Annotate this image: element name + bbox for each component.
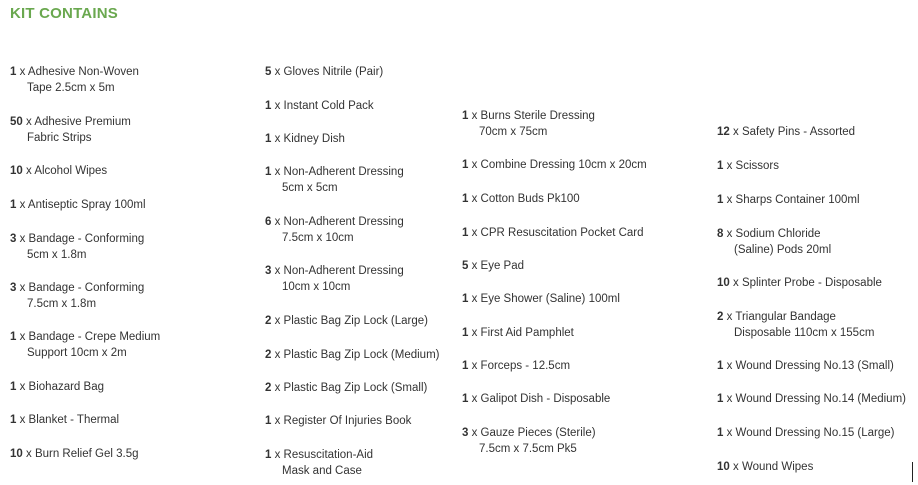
kit-item-quantity: 2 <box>265 315 272 327</box>
kit-item <box>462 291 620 307</box>
kit-item-quantity: 1 <box>265 133 272 145</box>
kit-item-quantity: 5 <box>265 66 272 78</box>
kit-item-quantity: 10 <box>717 461 730 473</box>
kit-item-line: 5 x Gloves Nitrile (Pair) <box>265 66 384 78</box>
kit-item-line: 2 x Plastic Bag Zip Lock (Medium) <box>265 349 440 361</box>
kit-item-line: 1 x First Aid Pamphlet <box>462 327 574 339</box>
kit-item-detail: 7.5cm x 10cm <box>282 232 354 244</box>
kit-item-quantity: 1 <box>265 449 272 461</box>
kit-item <box>10 163 107 179</box>
kit-item-line: 1 x Cotton Buds Pk100 <box>462 193 580 205</box>
kit-item <box>717 124 855 140</box>
kit-item-quantity: 1 <box>265 100 272 112</box>
kit-item <box>265 64 383 80</box>
kit-item-quantity: 1 <box>717 360 724 372</box>
kit-item <box>265 131 345 147</box>
kit-item <box>462 325 574 341</box>
kit-item <box>717 192 860 208</box>
kit-item-name: Bandage - Crepe Medium <box>28 331 161 343</box>
kit-item-name: Non-Adherent Dressing <box>283 265 404 277</box>
kit-item-detail: Tape 2.5cm x 5m <box>27 82 115 94</box>
kit-item-name: Adhesive Non-Woven <box>27 66 139 78</box>
kit-item-line: 1 x Register Of Injuries Book <box>265 415 412 427</box>
kit-item-line: 1 x CPR Resuscitation Pocket Card <box>462 227 644 239</box>
kit-item-line: 1 x Adhesive Non-Woven <box>10 66 139 78</box>
kit-item-quantity: 2 <box>265 382 272 394</box>
kit-item-quantity: 1 <box>462 360 469 372</box>
kit-item-quantity: 1 <box>462 227 469 239</box>
kit-item-quantity: 1 <box>462 393 469 405</box>
kit-item-name: Burn Relief Gel 3.5g <box>34 448 139 460</box>
kit-item <box>717 425 895 441</box>
kit-item-detail: Fabric Strips <box>27 132 92 144</box>
kit-item-line: 1 x Non-Adherent Dressing <box>265 166 404 178</box>
kit-item-detail: 7.5cm x 1.8m <box>27 298 97 310</box>
kit-item-line: 1 x Resuscitation-Aid <box>265 449 374 461</box>
kit-item <box>265 347 440 363</box>
kit-contains-heading: KIT CONTAINS <box>10 5 118 22</box>
kit-item-quantity: 1 <box>265 415 272 427</box>
kit-item-quantity: 6 <box>265 216 272 228</box>
kit-item-name: Non-Adherent Dressing <box>283 166 404 178</box>
kit-item-detail: Disposable 110cm x 155cm <box>734 327 875 339</box>
kit-item-quantity: 3 <box>10 233 17 245</box>
kit-item <box>462 157 647 173</box>
kit-item-name: Sodium Chloride <box>735 228 821 240</box>
kit-item <box>10 329 160 361</box>
kit-item-line: 50 x Adhesive Premium <box>10 116 131 128</box>
kit-item <box>462 391 610 407</box>
kit-item-detail: 7.5cm x 7.5cm Pk5 <box>479 443 577 455</box>
kit-item <box>462 425 596 457</box>
kit-item-quantity: 10 <box>10 448 23 460</box>
kit-item-quantity: 3 <box>265 265 272 277</box>
kit-item-quantity: 1 <box>10 381 17 393</box>
kit-item-quantity: 1 <box>265 166 272 178</box>
kit-item-name: CPR Resuscitation Pocket Card <box>480 227 644 239</box>
kit-item-name: Alcohol Wipes <box>34 165 108 177</box>
kit-item <box>717 226 831 258</box>
kit-item-quantity: 1 <box>462 193 469 205</box>
kit-item-detail: 5cm x 1.8m <box>27 249 87 261</box>
kit-item-line: 2 x Plastic Bag Zip Lock (Small) <box>265 382 428 394</box>
kit-item <box>10 197 146 213</box>
kit-item-name: Forceps - 12.5cm <box>480 360 571 372</box>
kit-item-line: 5 x Eye Pad <box>462 260 525 272</box>
kit-item-line: 3 x Bandage - Conforming <box>10 282 145 294</box>
kit-item <box>717 309 874 341</box>
kit-item-name: Wound Dressing No.13 (Small) <box>735 360 894 372</box>
kit-item-name: Non-Adherent Dressing <box>283 216 404 228</box>
kit-item-name: Gauze Pieces (Sterile) <box>480 427 596 439</box>
kit-item-line: 1 x Blanket - Thermal <box>10 414 120 426</box>
kit-item-line: 1 x Scissors <box>717 160 779 172</box>
kit-item-name: Bandage - Conforming <box>28 233 145 245</box>
kit-item <box>10 231 144 263</box>
kit-item-line: 1 x Burns Sterile Dressing <box>462 110 595 122</box>
kit-item <box>717 358 894 374</box>
kit-item-line: 1 x Bandage - Crepe Medium <box>10 331 161 343</box>
kit-item-quantity: 1 <box>462 293 469 305</box>
kit-item <box>462 225 644 241</box>
kit-item-quantity: 50 <box>10 116 23 128</box>
kit-item-line: 10 x Burn Relief Gel 3.5g <box>10 448 139 460</box>
kit-item-line: 1 x Biohazard Bag <box>10 381 104 393</box>
kit-item-quantity: 2 <box>717 311 724 323</box>
kit-item-name: Register Of Injuries Book <box>283 415 412 427</box>
kit-item <box>717 459 813 475</box>
kit-item-detail: Support 10cm x 2m <box>27 347 127 359</box>
kit-item-line: 1 x Forceps - 12.5cm <box>462 360 571 372</box>
kit-item <box>265 98 374 114</box>
kit-item-line: 1 x Antiseptic Spray 100ml <box>10 199 146 211</box>
kit-item-name: Scissors <box>735 160 779 172</box>
kit-item-detail: (Saline) Pods 20ml <box>734 244 832 256</box>
kit-item <box>462 258 524 274</box>
kit-item-line: 1 x Kidney Dish <box>265 133 345 145</box>
kit-item <box>10 379 104 395</box>
kit-item-name: First Aid Pamphlet <box>480 327 574 339</box>
kit-item-quantity: 1 <box>462 159 469 171</box>
kit-item-quantity: 1 <box>717 160 724 172</box>
kit-item-name: Gloves Nitrile (Pair) <box>283 66 384 78</box>
kit-item-detail: 70cm x 75cm <box>479 126 548 138</box>
kit-item <box>717 275 882 291</box>
kit-item-detail: Mask and Case <box>282 465 362 477</box>
kit-item-name: Splinter Probe - Disposable <box>741 277 882 289</box>
kit-item-name: Eye Shower (Saline) 100ml <box>480 293 620 305</box>
kit-item <box>10 64 139 96</box>
kit-item <box>462 108 595 140</box>
kit-item-line: 3 x Bandage - Conforming <box>10 233 145 245</box>
kit-item-line: 1 x Galipot Dish - Disposable <box>462 393 611 405</box>
kit-item-line: 10 x Alcohol Wipes <box>10 165 108 177</box>
kit-item-name: Cotton Buds Pk100 <box>480 193 580 205</box>
kit-item-quantity: 1 <box>462 110 469 122</box>
kit-item-quantity: 5 <box>462 260 469 272</box>
kit-item-quantity: 1 <box>717 393 724 405</box>
kit-item-quantity: 8 <box>717 228 724 240</box>
kit-item-name: Plastic Bag Zip Lock (Medium) <box>283 349 440 361</box>
kit-item-quantity: 1 <box>462 327 469 339</box>
kit-item-line: 1 x Eye Shower (Saline) 100ml <box>462 293 620 305</box>
kit-item-quantity: 10 <box>717 277 730 289</box>
kit-item <box>265 214 404 246</box>
kit-item-quantity: 3 <box>10 282 17 294</box>
kit-item <box>462 358 570 374</box>
kit-item-line: 10 x Splinter Probe - Disposable <box>717 277 882 289</box>
kit-item-name: Adhesive Premium <box>34 116 131 128</box>
kit-item-line: 12 x Safety Pins - Assorted <box>717 126 856 138</box>
kit-item-name: Biohazard Bag <box>28 381 104 393</box>
kit-item-name: Galipot Dish - Disposable <box>480 393 611 405</box>
kit-item-line: 6 x Non-Adherent Dressing <box>265 216 404 228</box>
kit-item-quantity: 12 <box>717 126 730 138</box>
kit-item-name: Triangular Bandage <box>735 311 836 323</box>
kit-item-line: 1 x Sharps Container 100ml <box>717 194 860 206</box>
kit-item <box>265 313 428 329</box>
kit-item-line: 10 x Wound Wipes <box>717 461 814 473</box>
kit-item-line: 1 x Wound Dressing No.13 (Small) <box>717 360 894 372</box>
kit-item <box>717 158 779 174</box>
kit-item <box>10 412 119 428</box>
kit-item <box>265 413 411 429</box>
kit-item <box>462 191 580 207</box>
kit-item-quantity: 3 <box>462 427 469 439</box>
kit-item <box>265 380 427 396</box>
kit-item-quantity: 1 <box>10 331 17 343</box>
text-cursor <box>912 462 913 482</box>
kit-item-quantity: 1 <box>10 414 17 426</box>
kit-item-line: 1 x Instant Cold Pack <box>265 100 374 112</box>
kit-item-detail: 5cm x 5cm <box>282 182 338 194</box>
kit-item-name: Wound Wipes <box>741 461 814 473</box>
kit-item-name: Eye Pad <box>480 260 525 272</box>
kit-item-line: 1 x Wound Dressing No.15 (Large) <box>717 427 895 439</box>
kit-item-quantity: 10 <box>10 165 23 177</box>
kit-item-name: Safety Pins - Assorted <box>741 126 856 138</box>
kit-item-quantity: 1 <box>10 66 17 78</box>
kit-item-name: Burns Sterile Dressing <box>480 110 595 122</box>
kit-item-line: 3 x Gauze Pieces (Sterile) <box>462 427 596 439</box>
kit-item-quantity: 1 <box>717 427 724 439</box>
kit-item-name: Kidney Dish <box>283 133 345 145</box>
kit-item <box>717 391 906 407</box>
kit-item-name: Resuscitation-Aid <box>283 449 374 461</box>
kit-item-name: Bandage - Conforming <box>28 282 145 294</box>
kit-item <box>265 164 404 196</box>
kit-item-name: Wound Dressing No.14 (Medium) <box>735 393 906 405</box>
kit-item <box>10 114 131 146</box>
kit-item <box>265 447 373 479</box>
kit-item-name: Plastic Bag Zip Lock (Small) <box>283 382 428 394</box>
kit-item-name: Blanket - Thermal <box>28 414 120 426</box>
kit-item-name: Wound Dressing No.15 (Large) <box>735 427 895 439</box>
kit-item <box>10 446 139 462</box>
kit-item-line: 3 x Non-Adherent Dressing <box>265 265 404 277</box>
kit-item-name: Instant Cold Pack <box>283 100 374 112</box>
kit-item-line: 1 x Combine Dressing 10cm x 20cm <box>462 159 647 171</box>
kit-item-name: Plastic Bag Zip Lock (Large) <box>283 315 428 327</box>
kit-item-detail: 10cm x 10cm <box>282 281 351 293</box>
kit-item-quantity: 1 <box>10 199 17 211</box>
kit-item-line: 1 x Wound Dressing No.14 (Medium) <box>717 393 906 405</box>
kit-item-name: Combine Dressing 10cm x 20cm <box>480 159 647 171</box>
kit-item-name: Sharps Container 100ml <box>735 194 860 206</box>
kit-item <box>10 280 144 312</box>
kit-item <box>265 263 404 295</box>
kit-item-line: 2 x Triangular Bandage <box>717 311 836 323</box>
kit-item-quantity: 1 <box>717 194 724 206</box>
kit-item-quantity: 2 <box>265 349 272 361</box>
kit-item-line: 2 x Plastic Bag Zip Lock (Large) <box>265 315 428 327</box>
kit-item-line: 8 x Sodium Chloride <box>717 228 821 240</box>
kit-item-name: Antiseptic Spray 100ml <box>27 199 146 211</box>
